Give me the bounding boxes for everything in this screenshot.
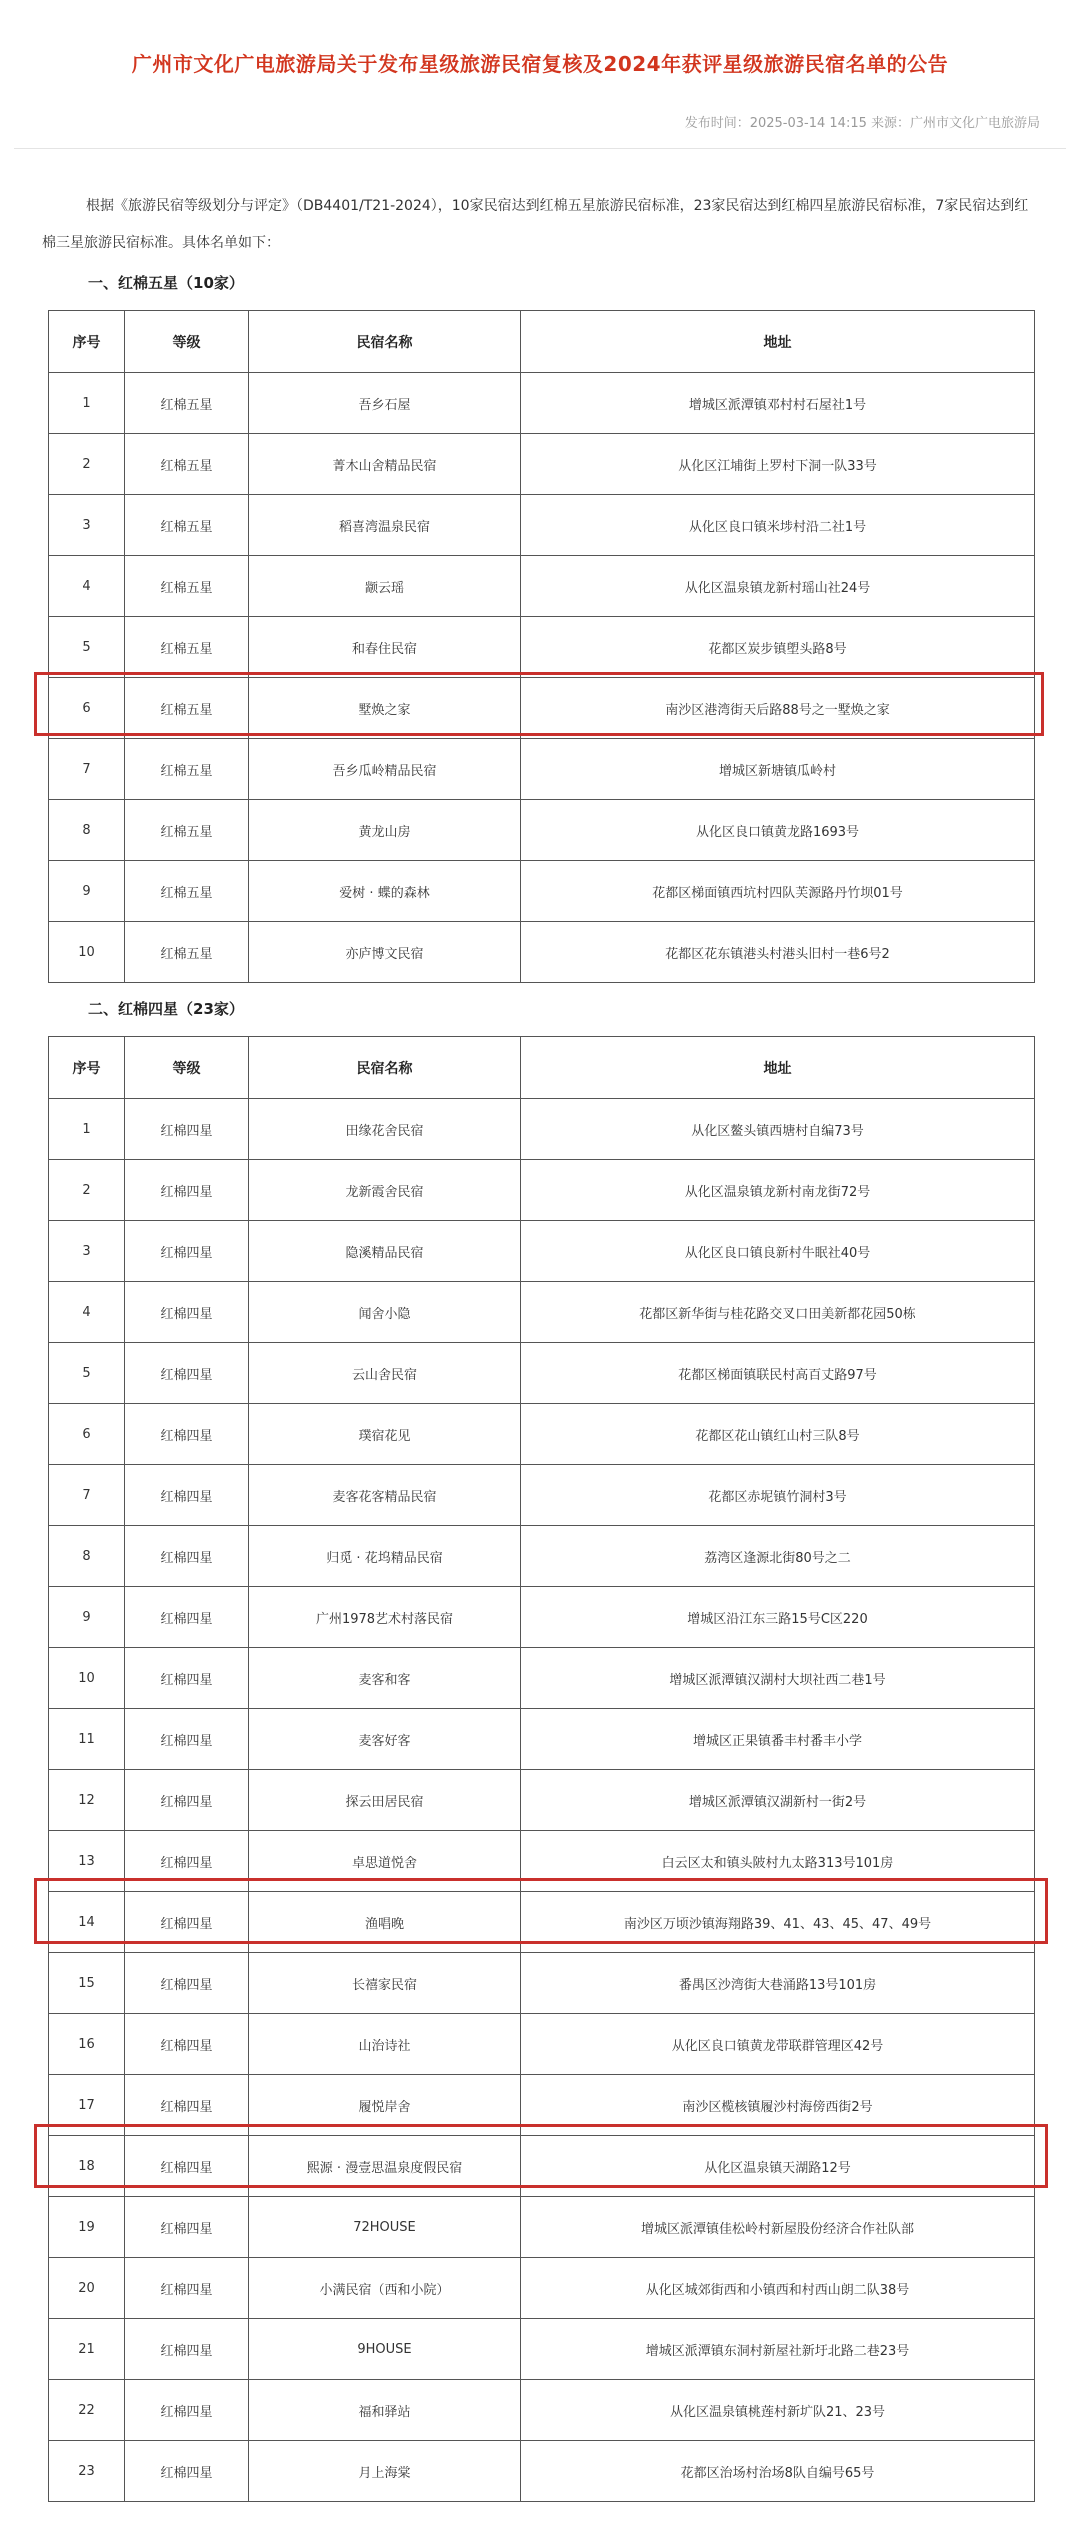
five-star-table — [48, 310, 1035, 983]
cell-no: 10 — [49, 1648, 125, 1709]
cell-name: 履悦岸舍 — [249, 2075, 521, 2136]
table-row — [49, 1221, 1035, 1282]
table-row — [49, 2197, 1035, 2258]
cell-grade: 红棉四星 — [125, 1099, 249, 1160]
cell-address: 增城区派潭镇汉湖村大坝社西二巷1号 — [521, 1648, 1035, 1709]
cell-grade: 红棉四星 — [125, 1709, 249, 1770]
cell-grade: 红棉四星 — [125, 2197, 249, 2258]
cell-no: 19 — [49, 2197, 125, 2258]
table-row — [49, 1160, 1035, 1221]
cell-no: 16 — [49, 2014, 125, 2075]
table-row — [49, 1343, 1035, 1404]
cell-no: 23 — [49, 2441, 125, 2502]
cell-no: 1 — [49, 373, 125, 434]
cell-name: 爱树 · 蝶的森林 — [249, 861, 521, 922]
cell-grade: 红棉四星 — [125, 2258, 249, 2319]
table-row — [49, 1404, 1035, 1465]
cell-name: 田缘花舍民宿 — [249, 1099, 521, 1160]
cell-name: 龙新霞舍民宿 — [249, 1160, 521, 1221]
cell-grade: 红棉四星 — [125, 1160, 249, 1221]
cell-name: 福和驿站 — [249, 2380, 521, 2441]
table-row — [49, 373, 1035, 434]
cell-grade: 红棉四星 — [125, 1404, 249, 1465]
cell-no: 22 — [49, 2380, 125, 2441]
cell-address: 增城区新塘镇瓜岭村 — [521, 739, 1035, 800]
cell-no: 5 — [49, 1343, 125, 1404]
cell-address: 增城区沿江东三路15号C区220 — [521, 1587, 1035, 1648]
cell-grade: 红棉五星 — [125, 556, 249, 617]
cell-name: 黄龙山房 — [249, 800, 521, 861]
article-intro: 根据《旅游民宿等级划分与评定》（DB4401/T21-2024），10家民宿达到红棉五星旅游民宿标准，23家民宿达到红棉四星旅游民宿标准，7家民宿达到红棉三星旅游民宿标准。具体名单如下： — [42, 198, 1029, 251]
cell-grade: 红棉四星 — [125, 2319, 249, 2380]
cell-address: 增城区正果镇番丰村番丰小学 — [521, 1709, 1035, 1770]
cell-no: 14 — [49, 1892, 125, 1953]
cell-no: 4 — [49, 1282, 125, 1343]
table-header-row — [49, 311, 1035, 373]
table-row — [49, 1282, 1035, 1343]
cell-grade: 红棉五星 — [125, 678, 249, 739]
cell-grade: 红棉五星 — [125, 922, 249, 983]
cell-address: 增城区派潭镇邓村村石屋社1号 — [521, 373, 1035, 434]
table-header-row — [49, 1037, 1035, 1099]
cell-address: 南沙区万顷沙镇海翔路39、41、43、45、47、49号 — [521, 1892, 1035, 1953]
cell-name: 亦庐博文民宿 — [249, 922, 521, 983]
cell-name: 山治诗社 — [249, 2014, 521, 2075]
cell-grade: 红棉四星 — [125, 2380, 249, 2441]
cell-address: 花都区梯面镇西坑村四队芙源路丹竹坝01号 — [521, 861, 1035, 922]
cell-name: 墅焕之家 — [249, 678, 521, 739]
table-row — [49, 1099, 1035, 1160]
header-address: 地址 — [521, 311, 1035, 373]
cell-grade: 红棉四星 — [125, 1221, 249, 1282]
cell-no: 6 — [49, 678, 125, 739]
table-row — [49, 2319, 1035, 2380]
cell-no: 8 — [49, 1526, 125, 1587]
cell-address: 增城区派潭镇佳松岭村新屋股份经济合作社队部 — [521, 2197, 1035, 2258]
cell-address: 花都区治场村治场8队自编号65号 — [521, 2441, 1035, 2502]
table-row — [49, 2014, 1035, 2075]
cell-name: 归觅 · 花坞精品民宿 — [249, 1526, 521, 1587]
cell-address: 从化区良口镇米埗村沿二社1号 — [521, 495, 1035, 556]
cell-address: 南沙区港湾街天后路88号之一墅焕之家 — [521, 678, 1035, 739]
cell-grade: 红棉四星 — [125, 1770, 249, 1831]
cell-address: 增城区派潭镇东洞村新屋社新圩北路二巷23号 — [521, 2319, 1035, 2380]
table-row — [49, 495, 1035, 556]
cell-no: 17 — [49, 2075, 125, 2136]
cell-grade: 红棉四星 — [125, 1282, 249, 1343]
section-heading-four-star: 二、红棉四星（23家） — [88, 1000, 244, 1018]
cell-no: 1 — [49, 1099, 125, 1160]
cell-name: 颛云瑶 — [249, 556, 521, 617]
cell-grade: 红棉四星 — [125, 1587, 249, 1648]
table-row — [49, 1770, 1035, 1831]
cell-address: 从化区温泉镇龙新村瑶山社24号 — [521, 556, 1035, 617]
cell-name: 云山舍民宿 — [249, 1343, 521, 1404]
cell-address: 从化区良口镇良新村牛眠社40号 — [521, 1221, 1035, 1282]
table-row — [49, 434, 1035, 495]
table-row — [49, 2441, 1035, 2502]
table-row — [49, 556, 1035, 617]
cell-name: 稻喜湾温泉民宿 — [249, 495, 521, 556]
cell-grade: 红棉四星 — [125, 2075, 249, 2136]
table-row — [49, 1526, 1035, 1587]
cell-address: 番禺区沙湾街大巷涌路13号101房 — [521, 1953, 1035, 2014]
cell-address: 花都区花东镇港头村港头旧村一巷6号2 — [521, 922, 1035, 983]
cell-no: 10 — [49, 922, 125, 983]
cell-name: 麦客好客 — [249, 1709, 521, 1770]
cell-name: 和春住民宿 — [249, 617, 521, 678]
header-grade: 等级 — [125, 1037, 249, 1099]
header-address: 地址 — [521, 1037, 1035, 1099]
cell-address: 花都区炭步镇塱头路8号 — [521, 617, 1035, 678]
table-row — [49, 617, 1035, 678]
cell-grade: 红棉四星 — [125, 2136, 249, 2197]
cell-grade: 红棉四星 — [125, 2014, 249, 2075]
cell-no: 5 — [49, 617, 125, 678]
four-star-table — [48, 1036, 1035, 2502]
header-name: 民宿名称 — [249, 1037, 521, 1099]
cell-no: 6 — [49, 1404, 125, 1465]
cell-grade: 红棉五星 — [125, 861, 249, 922]
cell-no: 2 — [49, 1160, 125, 1221]
table-row — [49, 1587, 1035, 1648]
cell-grade: 红棉四星 — [125, 1892, 249, 1953]
cell-no: 15 — [49, 1953, 125, 2014]
cell-grade: 红棉四星 — [125, 1831, 249, 1892]
cell-name: 麦客和客 — [249, 1648, 521, 1709]
cell-name: 吾乡瓜岭精品民宿 — [249, 739, 521, 800]
cell-name: 9HOUSE — [249, 2319, 521, 2380]
table-row — [49, 800, 1035, 861]
cell-grade: 红棉四星 — [125, 1526, 249, 1587]
cell-grade: 红棉四星 — [125, 1343, 249, 1404]
cell-address: 从化区江埔街上罗村下洞一队33号 — [521, 434, 1035, 495]
highlight-box-four-star-row-14 — [34, 1878, 1048, 1944]
cell-no: 9 — [49, 1587, 125, 1648]
cell-grade: 红棉五星 — [125, 739, 249, 800]
cell-name: 菁木山舍精品民宿 — [249, 434, 521, 495]
cell-address: 花都区新华街与桂花路交叉口田美新都花园50栋 — [521, 1282, 1035, 1343]
cell-address: 从化区良口镇黄龙路1693号 — [521, 800, 1035, 861]
header-name: 民宿名称 — [249, 311, 521, 373]
cell-name: 探云田居民宿 — [249, 1770, 521, 1831]
article-meta: 发布时间：2025-03-14 14:15 来源：广州市文化广电旅游局 — [684, 116, 1040, 131]
table-row — [49, 1465, 1035, 1526]
cell-grade: 红棉五星 — [125, 617, 249, 678]
cell-no: 3 — [49, 1221, 125, 1282]
cell-name: 72HOUSE — [249, 2197, 521, 2258]
section-heading-five-star: 一、红棉五星（10家） — [88, 274, 244, 292]
cell-address: 白云区太和镇头陂村九太路313号101房 — [521, 1831, 1035, 1892]
cell-name: 卓思道悦舍 — [249, 1831, 521, 1892]
cell-name: 熙源 · 漫壹思温泉度假民宿 — [249, 2136, 521, 2197]
cell-address: 荔湾区逢源北街80号之二 — [521, 1526, 1035, 1587]
cell-name: 吾乡石屋 — [249, 373, 521, 434]
cell-name: 隐溪精品民宿 — [249, 1221, 521, 1282]
header-grade: 等级 — [125, 311, 249, 373]
cell-grade: 红棉五星 — [125, 373, 249, 434]
cell-address: 花都区梯面镇联民村高百丈路97号 — [521, 1343, 1035, 1404]
table-row — [49, 861, 1035, 922]
cell-no: 21 — [49, 2319, 125, 2380]
cell-no: 18 — [49, 2136, 125, 2197]
cell-no: 3 — [49, 495, 125, 556]
cell-grade: 红棉四星 — [125, 1648, 249, 1709]
cell-no: 20 — [49, 2258, 125, 2319]
header-no: 序号 — [49, 1037, 125, 1099]
table-row — [49, 1709, 1035, 1770]
cell-name: 渔唱晚 — [249, 1892, 521, 1953]
cell-grade: 红棉四星 — [125, 2441, 249, 2502]
cell-grade: 红棉五星 — [125, 800, 249, 861]
cell-no: 9 — [49, 861, 125, 922]
cell-name: 麦客花客精品民宿 — [249, 1465, 521, 1526]
cell-name: 璞宿花见 — [249, 1404, 521, 1465]
cell-address: 南沙区榄核镇履沙村海傍西街2号 — [521, 2075, 1035, 2136]
cell-no: 4 — [49, 556, 125, 617]
highlight-box-five-star-row-6 — [34, 672, 1044, 736]
table-row — [49, 922, 1035, 983]
cell-no: 7 — [49, 1465, 125, 1526]
table-row — [49, 2258, 1035, 2319]
cell-grade: 红棉五星 — [125, 434, 249, 495]
cell-grade: 红棉四星 — [125, 1953, 249, 2014]
table-row — [49, 1648, 1035, 1709]
cell-name: 长禧家民宿 — [249, 1953, 521, 2014]
cell-no: 7 — [49, 739, 125, 800]
cell-address: 增城区派潭镇汉湖新村一街2号 — [521, 1770, 1035, 1831]
table-row — [49, 1953, 1035, 2014]
header-divider — [14, 148, 1066, 149]
cell-address: 花都区赤坭镇竹洞村3号 — [521, 1465, 1035, 1526]
highlight-box-four-star-row-18 — [34, 2124, 1048, 2188]
cell-address: 从化区温泉镇龙新村南龙街72号 — [521, 1160, 1035, 1221]
cell-name: 小满民宿（西和小院） — [249, 2258, 521, 2319]
cell-address: 从化区良口镇黄龙带联群管理区42号 — [521, 2014, 1035, 2075]
cell-name: 广州1978艺术村落民宿 — [249, 1587, 521, 1648]
article-title: 广州市文化广电旅游局关于发布星级旅游民宿复核及2024年获评星级旅游民宿名单的公告 — [131, 52, 949, 76]
table-row — [49, 739, 1035, 800]
cell-no: 13 — [49, 1831, 125, 1892]
cell-address: 从化区温泉镇桃莲村新圹队21、23号 — [521, 2380, 1035, 2441]
cell-address: 从化区城郊街西和小镇西和村西山朗二队38号 — [521, 2258, 1035, 2319]
cell-name: 闻舍小隐 — [249, 1282, 521, 1343]
cell-address: 从化区温泉镇天湖路12号 — [521, 2136, 1035, 2197]
cell-grade: 红棉五星 — [125, 495, 249, 556]
cell-address: 花都区花山镇红山村三队8号 — [521, 1404, 1035, 1465]
cell-no: 8 — [49, 800, 125, 861]
cell-no: 2 — [49, 434, 125, 495]
header-no: 序号 — [49, 311, 125, 373]
cell-name: 月上海棠 — [249, 2441, 521, 2502]
cell-no: 11 — [49, 1709, 125, 1770]
table-row — [49, 2380, 1035, 2441]
cell-grade: 红棉四星 — [125, 1465, 249, 1526]
cell-address: 从化区鳌头镇西塘村自编73号 — [521, 1099, 1035, 1160]
cell-no: 12 — [49, 1770, 125, 1831]
